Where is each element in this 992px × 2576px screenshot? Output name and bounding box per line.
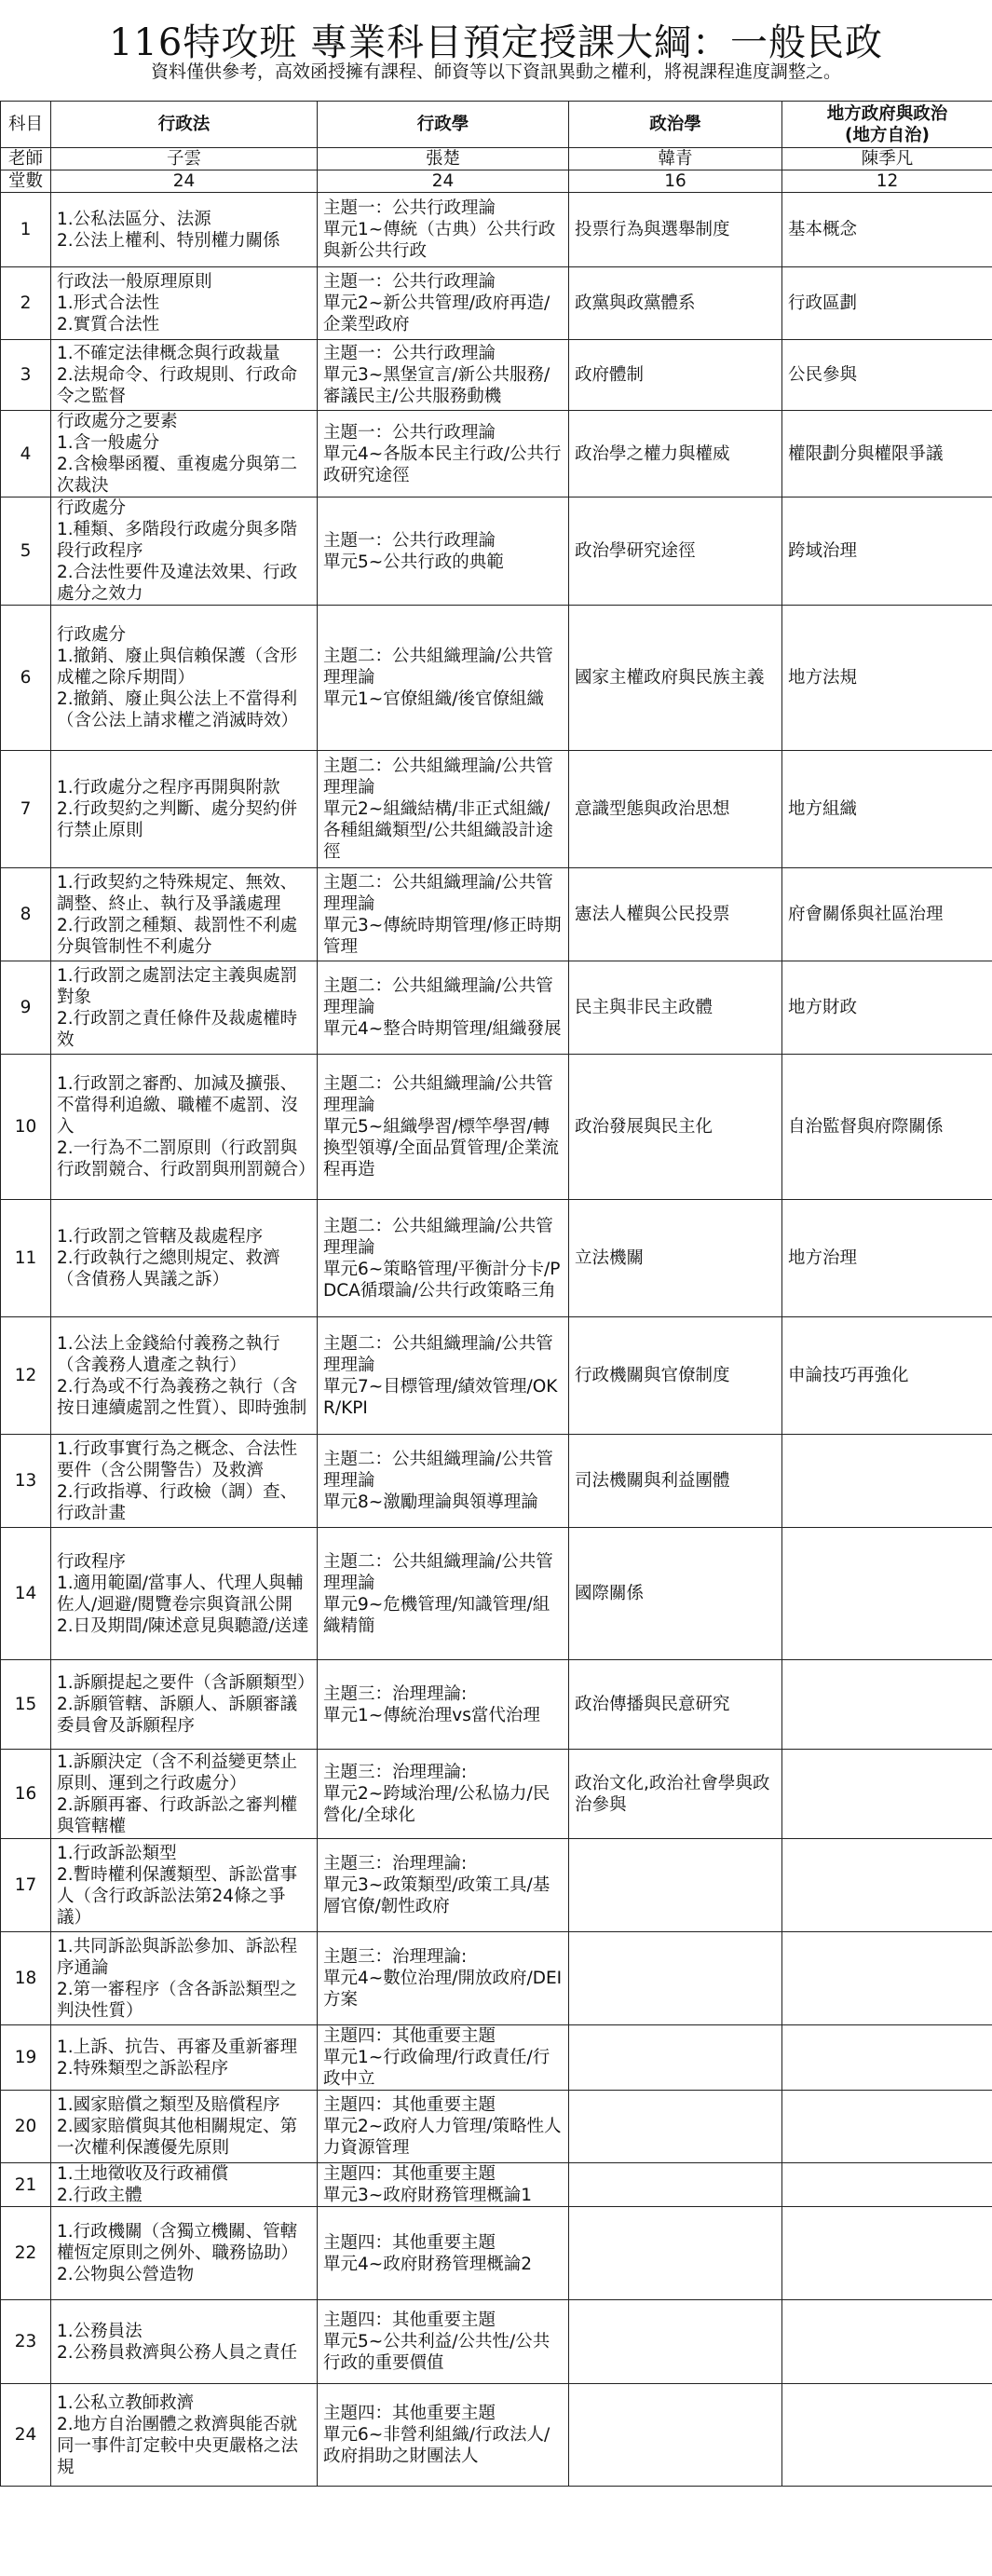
- cell-admin-law: [51, 868, 318, 961]
- session-row: [1, 2207, 992, 2300]
- cell-line: 單元2~新公共管理/政府再造/企業型政府: [323, 293, 550, 334]
- session-row: [1, 868, 992, 961]
- cell-political-science: [569, 868, 782, 961]
- cell-line: 單元3~政府財務管理概論1: [323, 2186, 533, 2205]
- session-number: 19: [1, 2025, 51, 2091]
- cell-line: 1.訴願決定（含不利益變更禁止原則、運到之行政處分）: [57, 1751, 298, 1793]
- cell-line: 政治發展與民主化: [575, 1117, 713, 1137]
- cell-public-admin: [318, 1750, 569, 1839]
- cell-line: 1.含一般處分: [57, 433, 160, 453]
- session-number: 13: [1, 1435, 51, 1528]
- cell-public-admin: [318, 1055, 569, 1200]
- teacher-row: [1, 148, 992, 170]
- session-number: 11: [1, 1200, 51, 1317]
- cell-local-government: [782, 2207, 992, 2300]
- session-row: [1, 267, 992, 340]
- session-number: 4: [1, 411, 51, 497]
- cell-local-government: [782, 1055, 992, 1200]
- session-row: [1, 2091, 992, 2163]
- cell-line: 2.行政契約之判斷、處分契約併行禁止原則: [57, 799, 298, 840]
- cell-public-admin: [318, 193, 569, 267]
- cell-public-admin: [318, 2207, 569, 2300]
- cell-line: 單元2~政府人力管理/策略性人力資源管理: [323, 2117, 562, 2158]
- cell-line: 主題三：治理理論:: [323, 1683, 468, 1704]
- cell-line: 1.上訴、抗告、再審及重新審理: [57, 2037, 298, 2057]
- cell-line: 國家主權政府與民族主義: [575, 668, 765, 688]
- cell-local-government: [782, 340, 992, 411]
- cell-public-admin: [318, 1839, 569, 1932]
- session-number: 17: [1, 1839, 51, 1932]
- cell-line: 主題二：公共組織理論/公共管理理論: [323, 1216, 553, 1258]
- cell-line: 1.不確定法律概念與行政裁量: [57, 344, 280, 363]
- cell-line: 1.行政罰之管轄及裁處程序: [57, 1227, 264, 1247]
- cell-line: 1.行政契約之特殊規定、無效、調整、終止、執行及爭議處理: [57, 872, 298, 914]
- teacher-public-admin: 張楚: [318, 148, 569, 170]
- cell-line: 單元5~組織學習/標竿學習/轉換型領導/全面品質管理/企業流程再造: [323, 1117, 559, 1179]
- cell-local-government: [782, 2025, 992, 2091]
- cell-line: 主題一：公共行政理論: [323, 344, 496, 363]
- cell-line: 1.訴願提起之要件（含訴願類型）: [57, 1673, 315, 1693]
- cell-public-admin: [318, 267, 569, 340]
- cell-admin-law: [51, 2091, 318, 2163]
- cell-line: 政治學研究途徑: [575, 541, 696, 561]
- cell-admin-law: [51, 497, 318, 606]
- cell-local-government: [782, 961, 992, 1055]
- cell-line: 2.法規命令、行政規則、行政命令之監督: [57, 365, 298, 406]
- subject-political-science: 政治學: [569, 102, 782, 148]
- cell-line: 地方組織: [788, 799, 858, 819]
- session-row: [1, 1750, 992, 1839]
- session-number: 3: [1, 340, 51, 411]
- cell-admin-law: [51, 193, 318, 267]
- cell-line: 主題二：公共組織理論/公共管理理論: [323, 647, 553, 688]
- session-row: [1, 1660, 992, 1750]
- cell-line: 1.國家賠償之類型及賠償程序: [57, 2095, 280, 2115]
- cell-line: 1.公私立教師救濟: [57, 2392, 195, 2413]
- cell-line: 單元1~行政倫理/行政責任/行政中立: [323, 2048, 550, 2089]
- cell-line: 基本概念: [788, 220, 858, 239]
- cell-line: 2.行為或不行為義務之執行（含按日連續處罰之性質）、即時強制: [57, 1376, 307, 1418]
- cell-line: 政治學之權力與權威: [575, 443, 730, 464]
- session-row: [1, 1055, 992, 1200]
- cell-line: 地方財政: [788, 998, 858, 1017]
- cell-line: 主題一：公共行政理論: [323, 422, 496, 443]
- cell-local-government: [782, 1660, 992, 1750]
- cell-line: 單元8~激勵理論與領導理論: [323, 1492, 538, 1512]
- cell-admin-law: [51, 1932, 318, 2025]
- cell-line: 主題三：治理理論:: [323, 1763, 468, 1782]
- cell-line: 主題四：其他重要主題: [323, 2404, 496, 2423]
- cell-line: 意識型態與政治思想: [575, 799, 730, 819]
- cell-local-government: [782, 1528, 992, 1660]
- subject-label: 科目: [1, 102, 51, 148]
- cell-political-science: [569, 1932, 782, 2025]
- cell-line: 單元3~傳統時期管理/修正時期管理: [323, 915, 562, 957]
- cell-admin-law: [51, 1317, 318, 1435]
- cell-line: 民主與非民主政體: [575, 998, 713, 1017]
- session-number: 2: [1, 267, 51, 340]
- cell-line: 主題二：公共組織理論/公共管理理論: [323, 872, 553, 914]
- cell-line: 2.一行為不二罰原則（行政罰與行政罰競合、行政罰與刑罰競合）: [57, 1138, 316, 1179]
- cell-local-government: [782, 868, 992, 961]
- cell-line: 憲法人權與公民投票: [575, 905, 730, 924]
- cell-line: 主題三：治理理論:: [323, 1947, 468, 1967]
- hours-political-science: 16: [569, 170, 782, 193]
- session-number: 7: [1, 751, 51, 868]
- cell-local-government: [782, 2384, 992, 2487]
- cell-line: 主題一：公共行政理論: [323, 198, 496, 218]
- cell-political-science: [569, 2300, 782, 2384]
- cell-line: 2.撤銷、廢止與公法上不當得利（含公法上請求權之消滅時效）: [57, 689, 299, 730]
- cell-line: 主題二：公共組織理論/公共管理理論: [323, 976, 553, 1017]
- session-number: 24: [1, 2384, 51, 2487]
- teacher-political-science: 韓青: [569, 148, 782, 170]
- cell-line: 2.訴願再審、行政訴訟之審判權與管轄權: [57, 1794, 298, 1836]
- session-number: 10: [1, 1055, 51, 1200]
- cell-public-admin: [318, 751, 569, 868]
- cell-political-science: [569, 267, 782, 340]
- session-row: [1, 340, 992, 411]
- cell-local-government: [782, 1750, 992, 1839]
- cell-political-science: [569, 1317, 782, 1435]
- cell-political-science: [569, 2025, 782, 2091]
- cell-political-science: [569, 1660, 782, 1750]
- cell-public-admin: [318, 1660, 569, 1750]
- page-header: [0, 0, 992, 101]
- session-number: 23: [1, 2300, 51, 2384]
- session-row: [1, 2163, 992, 2207]
- cell-local-government: [782, 1839, 992, 1932]
- cell-local-government: [782, 2163, 992, 2207]
- cell-line: 單元1~官僚組織/後官僚組織: [323, 689, 545, 709]
- session-number: 22: [1, 2207, 51, 2300]
- cell-line: 單元4~各版本民主行政/公共行政研究途徑: [323, 443, 562, 485]
- session-row: [1, 193, 992, 267]
- cell-line: 1.公私法區分、法源: [57, 209, 211, 229]
- cell-political-science: [569, 2163, 782, 2207]
- cell-line: 1.適用範圍/當事人、代理人與輔佐人/迴避/閱覽卷宗與資訊公開: [57, 1573, 304, 1615]
- cell-line: 2.公法上權利、特別權力關係: [57, 230, 280, 251]
- hours-public-admin: 24: [318, 170, 569, 193]
- cell-local-government: [782, 497, 992, 606]
- cell-political-science: [569, 606, 782, 751]
- cell-line: 單元2~組織結構/非正式組織/各種組織類型/公共組織設計途徑: [323, 799, 553, 862]
- cell-admin-law: [51, 1660, 318, 1750]
- cell-admin-law: [51, 340, 318, 411]
- session-number: 1: [1, 193, 51, 267]
- session-number: 15: [1, 1660, 51, 1750]
- cell-line: 單元1~傳統（古典）公共行政與新公共行政: [323, 220, 556, 261]
- cell-line: 單元3~政策類型/政策工具/基層官僚/韌性政府: [323, 1875, 550, 1916]
- cell-line: 2.第一審程序（含各訴訟類型之判決性質）: [57, 1979, 298, 2021]
- session-row: [1, 1932, 992, 2025]
- subject-header-row: [1, 102, 992, 148]
- cell-admin-law: [51, 2384, 318, 2487]
- cell-admin-law: [51, 1750, 318, 1839]
- cell-local-government: [782, 1932, 992, 2025]
- session-number: 16: [1, 1750, 51, 1839]
- session-row: [1, 1435, 992, 1528]
- cell-public-admin: [318, 868, 569, 961]
- teacher-local-government: 陳季凡: [782, 148, 992, 170]
- cell-line: 1.撤銷、廢止與信賴保護（含形成權之除斥期間）: [57, 647, 298, 688]
- cell-admin-law: [51, 1839, 318, 1932]
- cell-line: 政黨與政黨體系: [575, 293, 696, 313]
- cell-line: 主題一：公共行政理論: [323, 530, 496, 551]
- cell-line: 2.訴願管轄、訴願人、訴願審議委員會及訴願程序: [57, 1695, 298, 1736]
- cell-line: 地方治理: [788, 1248, 858, 1268]
- cell-public-admin: [318, 2025, 569, 2091]
- cell-line: 單元4~整合時期管理/組織發展: [323, 1019, 562, 1039]
- cell-admin-law: [51, 1055, 318, 1200]
- cell-line: 1.公務員法: [57, 2321, 143, 2341]
- cell-public-admin: [318, 497, 569, 606]
- cell-line: 司法機關與利益團體: [575, 1471, 730, 1491]
- session-row: [1, 497, 992, 606]
- disclaimer-note: 資料僅供參考，高效函授擁有課程、師資等以下資訊異動之權利，將視課程進度調整之。: [150, 61, 841, 82]
- cell-public-admin: [318, 340, 569, 411]
- cell-political-science: [569, 340, 782, 411]
- cell-line: 立法機關: [575, 1248, 645, 1268]
- subject-public-admin: 行政學: [318, 102, 569, 148]
- subject-local-government: 地方政府與政治 (地方自治): [782, 102, 992, 148]
- cell-public-admin: [318, 2091, 569, 2163]
- session-row: [1, 2300, 992, 2384]
- cell-line: 單元5~公共行政的典範: [323, 552, 504, 572]
- cell-line: 自治監督與府際關係: [788, 1117, 944, 1137]
- cell-line: 1.土地徵收及行政補償: [57, 2164, 229, 2184]
- cell-line: 政治傳播與民意研究: [575, 1695, 730, 1714]
- session-row: [1, 606, 992, 751]
- cell-line: 單元5~公共利益/公共性/公共行政的重要價值: [323, 2332, 550, 2373]
- cell-political-science: [569, 193, 782, 267]
- hours-admin-law: 24: [51, 170, 318, 193]
- cell-public-admin: [318, 1528, 569, 1660]
- cell-political-science: [569, 1435, 782, 1528]
- cell-line: 主題二：公共組織理論/公共管理理論: [323, 1450, 553, 1491]
- cell-line: 主題四：其他重要主題: [323, 2310, 496, 2330]
- hours-label: 堂數: [1, 170, 51, 193]
- session-row: [1, 1317, 992, 1435]
- session-number: 18: [1, 1932, 51, 2025]
- cell-public-admin: [318, 1200, 569, 1317]
- session-number: 5: [1, 497, 51, 606]
- teacher-admin-law: 子雲: [51, 148, 318, 170]
- cell-admin-law: [51, 1200, 318, 1317]
- cell-admin-law: [51, 1528, 318, 1660]
- cell-public-admin: [318, 606, 569, 751]
- session-row: [1, 2025, 992, 2091]
- cell-political-science: [569, 1750, 782, 1839]
- session-number: 21: [1, 2163, 51, 2207]
- cell-political-science: [569, 2384, 782, 2487]
- session-row: [1, 751, 992, 868]
- cell-line: 2.國家賠償與其他相關規定、第一次權利保護優先原則: [57, 2117, 298, 2158]
- cell-local-government: [782, 267, 992, 340]
- cell-local-government: [782, 1317, 992, 1435]
- cell-line: 2.行政罰之種類、裁罰性不利處分與管制性不利處分: [57, 915, 298, 957]
- cell-line: 主題二：公共組織理論/公共管理理論: [323, 1074, 553, 1115]
- cell-line: 主題四：其他重要主題: [323, 2026, 496, 2046]
- cell-line: 2.行政罰之責任條件及裁處權時效: [57, 1008, 298, 1050]
- cell-line: 行政處分之要素: [57, 412, 178, 431]
- session-rows: [1, 193, 992, 2487]
- cell-line: 主題四：其他重要主題: [323, 2232, 496, 2253]
- syllabus-table: [0, 101, 992, 2487]
- cell-public-admin: [318, 411, 569, 497]
- cell-local-government: [782, 1435, 992, 1528]
- cell-line: 2.特殊類型之訴訟程序: [57, 2058, 229, 2079]
- cell-line: 權限劃分與權限爭議: [788, 443, 944, 464]
- cell-line: 1.行政罰之審酌、加減及擴張、不當得利追繳、職權不處罰、沒入: [57, 1074, 299, 1137]
- cell-line: 1.行政機關（含獨立機關、管轄權恆定原則之例外、職務協助）: [57, 2222, 299, 2263]
- cell-political-science: [569, 961, 782, 1055]
- cell-local-government: [782, 193, 992, 267]
- cell-line: 2.公務員救濟與公務人員之責任: [57, 2342, 298, 2363]
- session-row: [1, 961, 992, 1055]
- cell-line: 主題四：其他重要主題: [323, 2164, 496, 2184]
- cell-public-admin: [318, 1317, 569, 1435]
- cell-line: 2.含檢舉函覆、重複處分與第二次裁決: [57, 455, 298, 496]
- cell-line: 1.行政訴訟類型: [57, 1843, 177, 1863]
- cell-line: 1.行政罰之處罰法定主義與處罰對象: [57, 965, 298, 1007]
- cell-line: 行政處分: [57, 625, 127, 645]
- cell-public-admin: [318, 2384, 569, 2487]
- session-row: [1, 1200, 992, 1317]
- session-row: [1, 1839, 992, 1932]
- cell-local-government: [782, 2300, 992, 2384]
- cell-line: 1.公法上金錢給付義務之執行（含義務人遺產之執行）: [57, 1333, 280, 1375]
- cell-line: 2.公物與公營造物: [57, 2265, 195, 2284]
- cell-line: 政治文化,政治社會學與政治參與: [575, 1773, 770, 1815]
- cell-line: 國際關係: [575, 1584, 645, 1603]
- cell-local-government: [782, 411, 992, 497]
- cell-line: 1.共同訴訟與訴訟參加、訴訟程序通論: [57, 1936, 298, 1978]
- cell-public-admin: [318, 1932, 569, 2025]
- cell-political-science: [569, 497, 782, 606]
- cell-line: 2.行政指導、行政檢（調）查、行政計畫: [57, 1481, 298, 1523]
- cell-political-science: [569, 1055, 782, 1200]
- cell-line: 行政區劃: [788, 293, 858, 313]
- cell-local-government: [782, 606, 992, 751]
- cell-line: 行政處分: [57, 498, 127, 518]
- cell-line: 行政機關與官僚制度: [575, 1366, 730, 1385]
- cell-line: 單元4~政府財務管理概論2: [323, 2254, 533, 2274]
- cell-political-science: [569, 1200, 782, 1317]
- session-number: 20: [1, 2091, 51, 2163]
- cell-line: 單元6~策略管理/平衡計分卡/PDCA循環論/公共行政策略三角: [323, 1259, 561, 1301]
- cell-political-science: [569, 1839, 782, 1932]
- cell-public-admin: [318, 1435, 569, 1528]
- cell-line: 單元3~黑堡宣言/新公共服務/審議民主/公共服務動機: [323, 365, 550, 406]
- cell-line: 地方法規: [788, 668, 858, 688]
- cell-line: 單元6~非營利組織/行政法人/政府捐助之財團法人: [323, 2425, 550, 2466]
- cell-admin-law: [51, 411, 318, 497]
- cell-political-science: [569, 1528, 782, 1660]
- session-number: 12: [1, 1317, 51, 1435]
- cell-line: 申論技巧再強化: [788, 1366, 909, 1385]
- cell-line: 2.暫時權利保護類型、訴訟當事人（含行政訴訟法第24條之爭議）: [57, 1864, 298, 1928]
- cell-line: 單元4~數位治理/開放政府/DEI方案: [323, 1969, 563, 2010]
- cell-political-science: [569, 2091, 782, 2163]
- cell-line: 1.行政處分之程序再開與附款: [57, 778, 280, 797]
- cell-local-government: [782, 1200, 992, 1317]
- cell-line: 2.地方自治團體之救濟與能否就同一事件訂定較中央更嚴格之法規: [57, 2414, 299, 2477]
- session-row: [1, 2384, 992, 2487]
- hours-row: [1, 170, 992, 193]
- page-title: 116特攻班 專業科目預定授課大綱：一般民政: [108, 21, 884, 64]
- cell-line: 2.行政主體: [57, 2186, 143, 2205]
- cell-line: 單元7~目標管理/績效管理/OKR/KPI: [323, 1376, 558, 1418]
- teacher-label: 老師: [1, 148, 51, 170]
- session-row: [1, 411, 992, 497]
- cell-admin-law: [51, 606, 318, 751]
- cell-political-science: [569, 411, 782, 497]
- cell-line: 1.種類、多階段行政處分與多階段行政程序: [57, 520, 298, 561]
- cell-line: 2.行政執行之總則規定、救濟（含債務人異議之訴）: [57, 1248, 280, 1289]
- cell-public-admin: [318, 961, 569, 1055]
- cell-line: 2.合法性要件及違法效果、行政處分之效力: [57, 563, 298, 604]
- cell-line: 單元2~跨域治理/公私協力/民營化/全球化: [323, 1784, 550, 1825]
- cell-admin-law: [51, 2163, 318, 2207]
- cell-line: 投票行為與選舉制度: [575, 220, 730, 239]
- session-row: [1, 1528, 992, 1660]
- subject-admin-law: 行政法: [51, 102, 318, 148]
- cell-admin-law: [51, 267, 318, 340]
- cell-local-government: [782, 2091, 992, 2163]
- cell-public-admin: [318, 2300, 569, 2384]
- cell-political-science: [569, 751, 782, 868]
- cell-line: 1.行政事實行為之概念、合法性要件（含公開警告）及救濟: [57, 1438, 298, 1480]
- cell-line: 府會關係與社區治理: [788, 905, 944, 924]
- cell-line: 1.形式合法性: [57, 293, 160, 313]
- session-number: 8: [1, 868, 51, 961]
- cell-line: 主題二：公共組織理論/公共管理理論: [323, 756, 553, 797]
- cell-line: 2.日及期間/陳述意見與聽證/送達: [57, 1615, 309, 1636]
- hours-local-government: 12: [782, 170, 992, 193]
- cell-line: 單元9~危機管理/知識管理/組織精簡: [323, 1594, 550, 1636]
- cell-public-admin: [318, 2163, 569, 2207]
- cell-line: 行政程序: [57, 1551, 127, 1572]
- session-number: 14: [1, 1528, 51, 1660]
- cell-line: 主題一：公共行政理論: [323, 272, 496, 292]
- cell-line: 主題二：公共組織理論/公共管理理論: [323, 1333, 553, 1375]
- cell-line: 主題二：公共組織理論/公共管理理論: [323, 1551, 553, 1593]
- cell-admin-law: [51, 2300, 318, 2384]
- cell-admin-law: [51, 751, 318, 868]
- cell-line: 單元1~傳統治理vs當代治理: [323, 1705, 540, 1725]
- cell-admin-law: [51, 1435, 318, 1528]
- cell-local-government: [782, 751, 992, 868]
- cell-line: 公民參與: [788, 365, 858, 385]
- cell-line: 主題四：其他重要主題: [323, 2095, 496, 2115]
- cell-line: 2.實質合法性: [57, 315, 160, 334]
- cell-line: 行政法一般原理原則: [57, 272, 212, 292]
- session-number: 6: [1, 606, 51, 751]
- cell-admin-law: [51, 961, 318, 1055]
- cell-admin-law: [51, 2025, 318, 2091]
- session-number: 9: [1, 961, 51, 1055]
- cell-line: 主題三：治理理論:: [323, 1854, 468, 1874]
- cell-political-science: [569, 2207, 782, 2300]
- cell-admin-law: [51, 2207, 318, 2300]
- cell-line: 政府體制: [575, 365, 645, 385]
- cell-line: 跨域治理: [788, 541, 858, 561]
